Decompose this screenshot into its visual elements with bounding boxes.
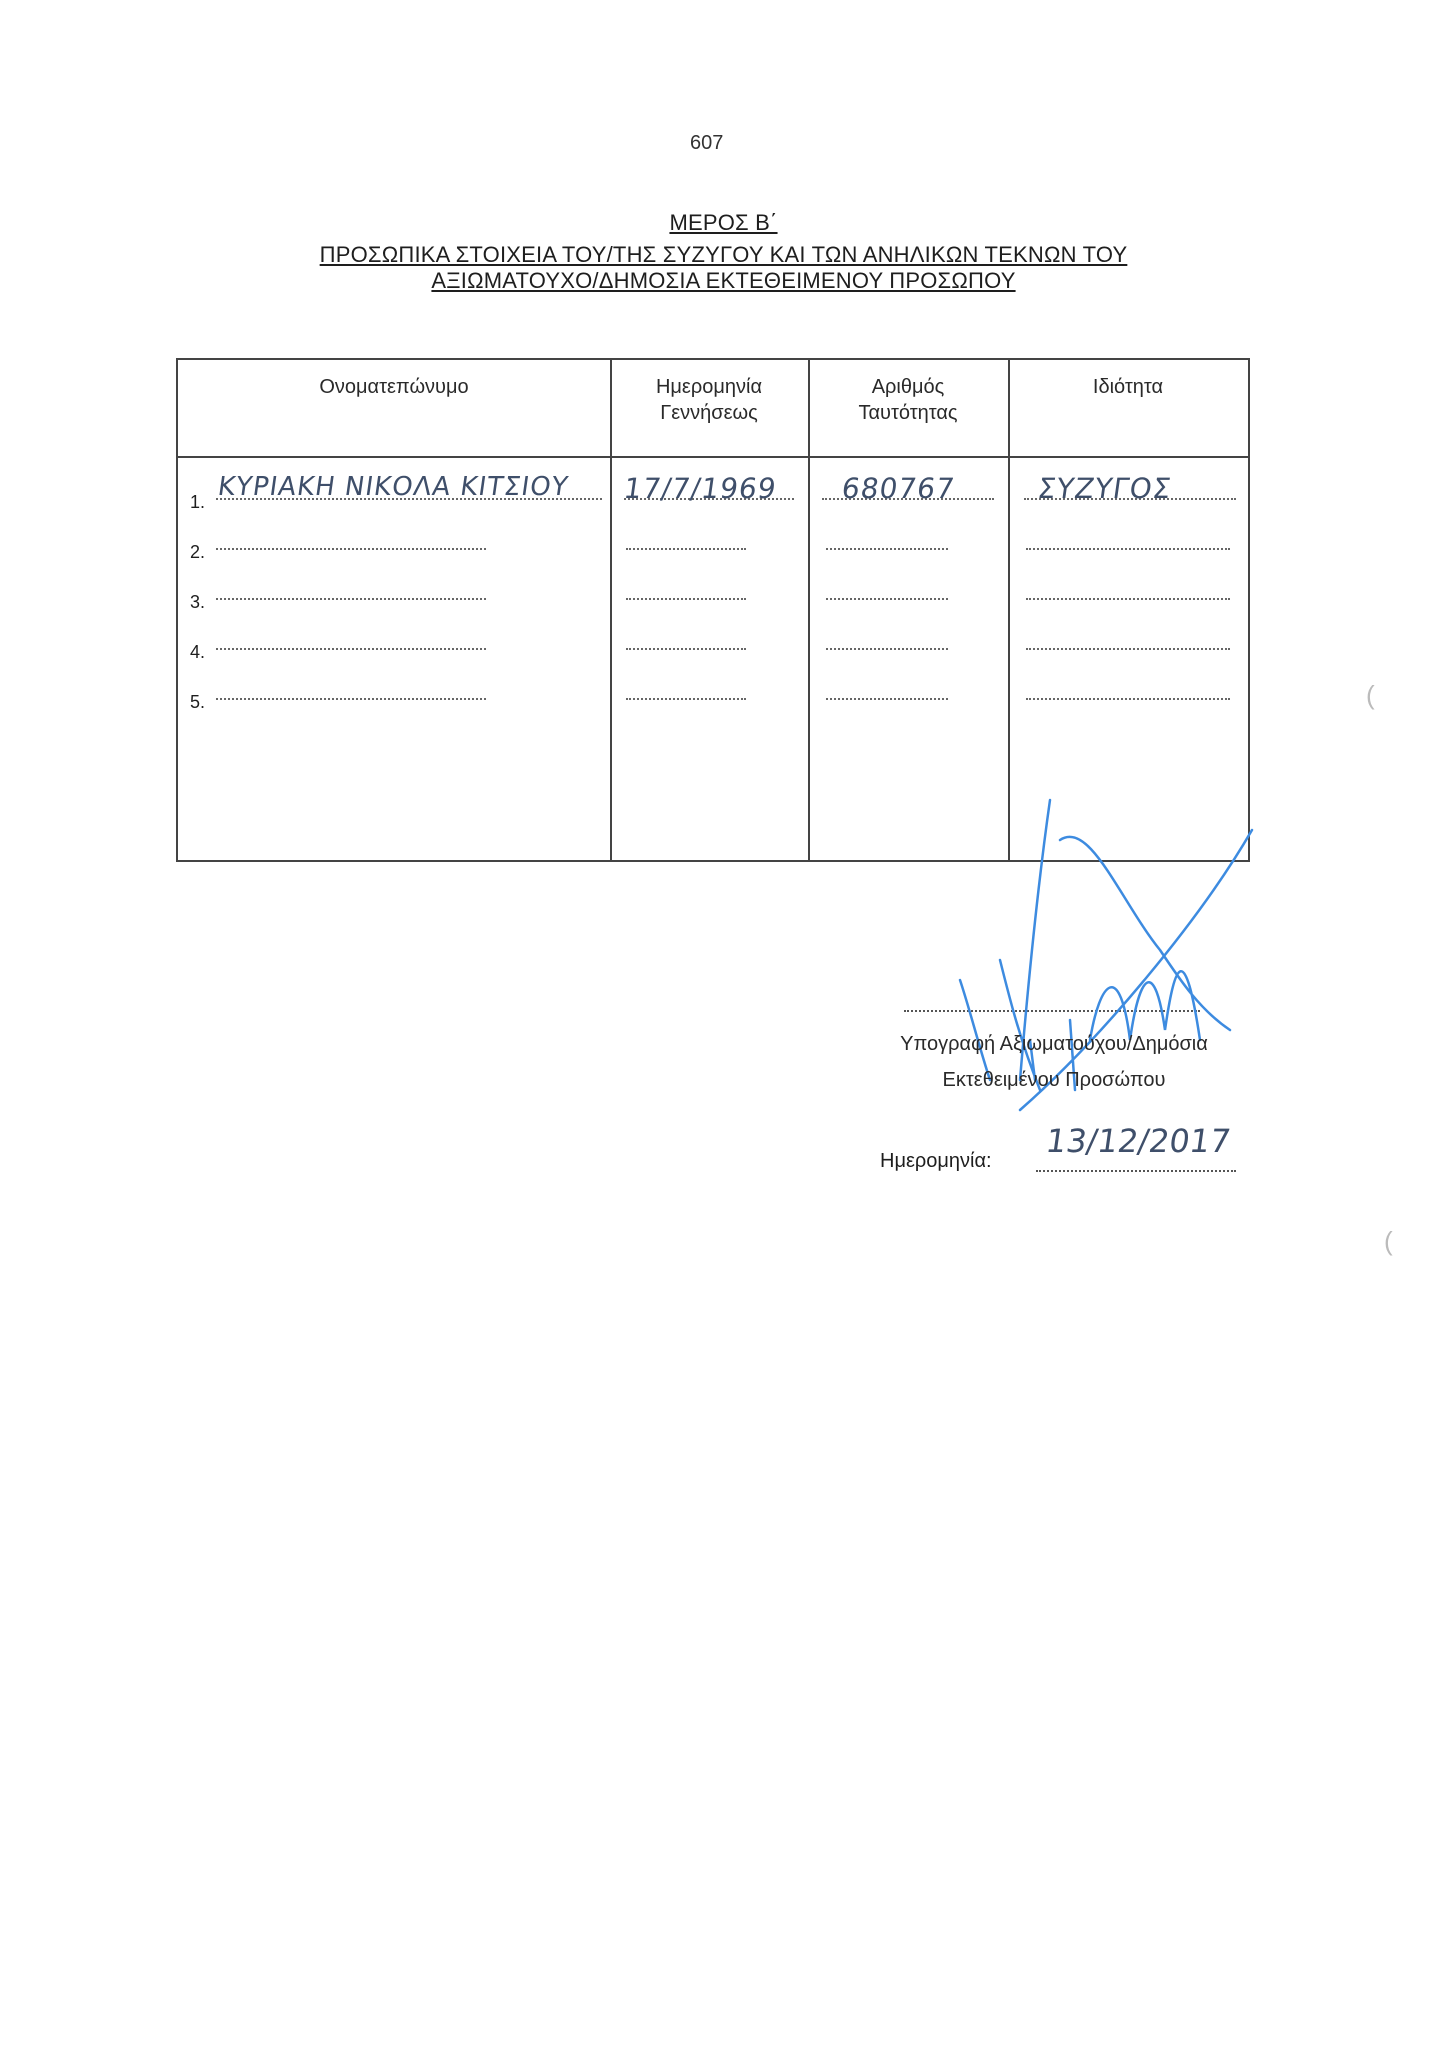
section-title-line-1: ΠΡΟΣΩΠΙΚΑ ΣΤΟΙΧΕΙΑ ΤΟΥ/ΤΗΣ ΣΥΖΥΓΟΥ ΚΑΙ ΤΩΝ ΑΝΗΛΙΚΩΝ ΤΕΚΝΩΝ ΤΟΥ bbox=[319, 242, 1128, 267]
dob-handwritten: 17/7/1969 bbox=[621, 472, 779, 505]
date-line bbox=[1036, 1170, 1236, 1172]
dob-field-line bbox=[626, 648, 746, 650]
date-handwritten: 13/12/2017 bbox=[1043, 1122, 1234, 1160]
id-field-line bbox=[826, 648, 948, 650]
row-number: 3. bbox=[190, 592, 206, 612]
part-heading: ΜΕΡΟΣ Β΄ bbox=[669, 210, 778, 235]
column-header-name bbox=[178, 374, 610, 400]
column-header-birthdate bbox=[610, 374, 808, 426]
relation-field-line bbox=[1026, 648, 1230, 650]
relation-field-line bbox=[1026, 598, 1230, 600]
name-field-line bbox=[216, 698, 486, 700]
page-number: 607 bbox=[690, 132, 724, 154]
id-handwritten: 680767 bbox=[839, 472, 958, 505]
column-header-birthdate-line2: Γεννήσεως bbox=[660, 402, 758, 424]
name-handwritten: ΚΥΡΙΑΚΗ ΝΙΚΟΛΑ ΚΙΤΣΙΟΥ bbox=[215, 472, 571, 502]
table-row bbox=[178, 690, 1248, 720]
header-divider bbox=[178, 456, 1248, 458]
scan-edge-mark: ( bbox=[1366, 680, 1375, 710]
table-row bbox=[178, 540, 1248, 570]
column-header-relation bbox=[1008, 374, 1248, 400]
table-row bbox=[178, 590, 1248, 620]
column-header-id-line1: Αριθμός bbox=[871, 376, 945, 398]
scan-edge-mark: ( bbox=[1384, 1226, 1393, 1256]
relation-field-line bbox=[1026, 548, 1230, 550]
column-header-birthdate-line1: Ημερομηνία bbox=[655, 376, 763, 398]
date-label: Ημερομηνία: bbox=[880, 1150, 992, 1172]
column-header-name-text: Ονοματεπώνυμο bbox=[319, 376, 469, 398]
relation-field-line bbox=[1026, 698, 1230, 700]
dob-field-line bbox=[626, 698, 746, 700]
name-field-line bbox=[216, 598, 486, 600]
row-number: 2. bbox=[190, 542, 206, 562]
section-title-line-2: ΑΞΙΩΜΑΤΟΥΧΟ/ΔΗΜΟΣΙΑ ΕΚΤΕΘΕΙΜΕΝΟΥ ΠΡΟΣΩΠΟΥ bbox=[431, 268, 1016, 293]
column-header-id-line2: Ταυτότητας bbox=[858, 402, 958, 424]
column-header-id-number bbox=[808, 374, 1008, 426]
signature-label-line-1: Υπογραφή Αξιωματούχου/Δημόσια bbox=[900, 1033, 1208, 1055]
row-number: 4. bbox=[190, 642, 206, 662]
row-number: 5. bbox=[190, 692, 206, 712]
dob-field-line bbox=[626, 598, 746, 600]
name-field-line bbox=[216, 548, 486, 550]
table-row bbox=[178, 472, 1248, 520]
table-row bbox=[178, 640, 1248, 670]
id-field-line bbox=[826, 548, 948, 550]
column-header-relation-text: Ιδιότητα bbox=[1092, 376, 1164, 398]
row-number: 1. bbox=[190, 492, 206, 512]
signature-label-line-2: Εκτεθειμένου Προσώπου bbox=[942, 1069, 1166, 1091]
name-field-line bbox=[216, 648, 486, 650]
dob-field-line bbox=[626, 548, 746, 550]
id-field-line bbox=[826, 698, 948, 700]
relation-handwritten: ΣΥΖΥΓΟΣ bbox=[1035, 472, 1174, 505]
id-field-line bbox=[826, 598, 948, 600]
